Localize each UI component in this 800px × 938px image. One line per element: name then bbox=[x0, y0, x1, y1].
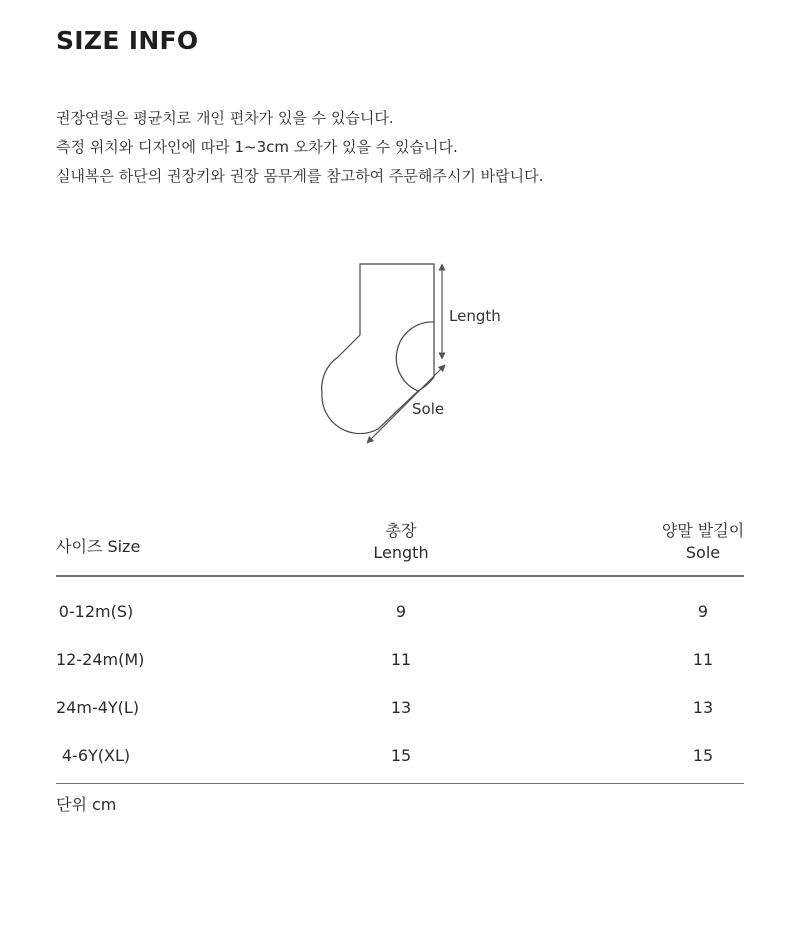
page-title: SIZE INFO bbox=[56, 26, 199, 55]
header-size: 사이즈 Size bbox=[56, 537, 141, 556]
cell-length: 15 bbox=[390, 746, 412, 765]
cell-sole: 13 bbox=[692, 698, 714, 717]
note-line: 측정 위치와 디자인에 따라 1~3cm 오차가 있을 수 있습니다. bbox=[56, 138, 458, 156]
unit-note: 단위 cm bbox=[56, 795, 117, 814]
sole-label: Sole bbox=[412, 400, 445, 418]
table-body bbox=[56, 589, 744, 781]
heel-curve bbox=[396, 322, 434, 391]
table-row bbox=[56, 637, 744, 685]
cell-length: 9 bbox=[395, 602, 407, 621]
cell-length: 11 bbox=[390, 650, 412, 669]
cell-length: 13 bbox=[390, 698, 412, 717]
cell-size: 4-6Y(XL) bbox=[61, 746, 131, 765]
cell-sole: 15 bbox=[692, 746, 714, 765]
table-row bbox=[56, 589, 744, 637]
cell-size: 24m-4Y(L) bbox=[56, 698, 140, 717]
sock-diagram-svg bbox=[300, 255, 540, 455]
cell-sole: 9 bbox=[697, 602, 709, 621]
table-header bbox=[56, 518, 744, 577]
header-length bbox=[351, 520, 451, 564]
length-label: Length bbox=[449, 307, 501, 325]
cell-size: 12-24m(M) bbox=[56, 650, 145, 669]
header-sole-en: Sole bbox=[685, 543, 721, 562]
cell-sole: 11 bbox=[692, 650, 714, 669]
cell-size: 0-12m(S) bbox=[58, 602, 134, 621]
header-length-en: Length bbox=[373, 543, 429, 562]
sock-measurement-diagram bbox=[300, 255, 540, 455]
note-line: 권장연령은 평균치로 개인 편차가 있을 수 있습니다. bbox=[56, 109, 394, 127]
header-length-ko: 총장 bbox=[385, 521, 417, 540]
header-sole bbox=[653, 520, 753, 564]
size-table bbox=[56, 518, 744, 815]
note-line: 실내복은 하단의 권장키와 권장 몸무게를 참고하여 주문해주시기 바랍니다. bbox=[56, 167, 544, 185]
table-row bbox=[56, 733, 744, 781]
table-bottom-rule bbox=[56, 783, 744, 784]
table-row bbox=[56, 685, 744, 733]
header-sole-ko: 양말 발길이 bbox=[661, 521, 745, 540]
size-notes bbox=[56, 104, 543, 191]
